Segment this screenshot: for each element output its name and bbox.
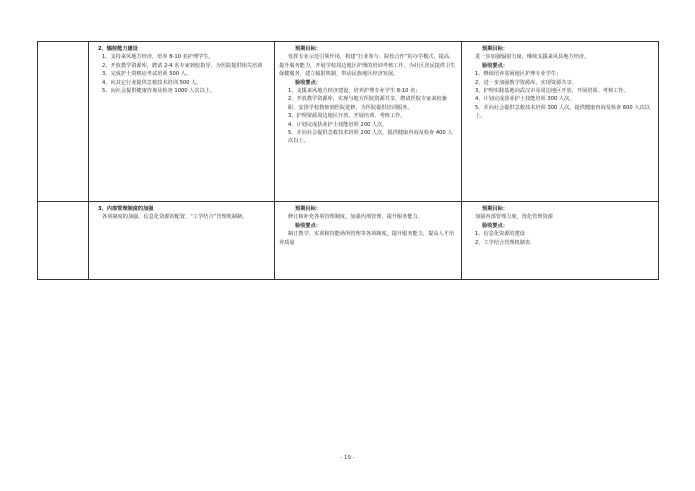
- section2-item: 4、向其它行业提供急救技术培训 500 人。: [102, 79, 202, 86]
- acceptance-point: 1、支援来风地方经济建设，培养护理专业学生 8-10 名；: [288, 88, 421, 95]
- section2-item: 2、开放教学资源库，聘请 2-4 名专家到校指导，为医院提供相关培训: [102, 62, 263, 69]
- section2-right-cell: [462, 42, 658, 201]
- target-text: 进一步加强辐射力度，继续支援来风县地方经济。: [475, 54, 590, 61]
- section3-text: 各项制度的加强、信息化资源的配置、“工学结合”管理机制制。: [102, 214, 248, 221]
- target-text: 发挥专业示范引领作用，构建“行业参与、院校合作”的办学模式，提高、提升服务能力，开展学校周边地区护理的培训考核工作，为社区居民提供卫生保健服务，建立辐射机制，带动民族地区经济发展。: [279, 54, 456, 78]
- target-label: 预期目标：: [295, 46, 321, 52]
- acceptance-text: 制订教学、实训和技能场所管理等各项制度，提升服务能力，提高人才培养质量: [279, 231, 455, 246]
- acceptance-point: 5、并向社会提供急救技术培训 200 人次，提供健康咨询及检查 400 人次以上。: [288, 130, 453, 145]
- acceptance-point: 2、工学结合管理机制表: [475, 239, 531, 246]
- acceptance-point: 2、进一步加强教学资源库，实现资源共享。: [475, 79, 577, 86]
- acceptance-point: 3、护理实践基地向武汉市及周边地区开放，开展培训、考核工作。: [475, 88, 629, 95]
- acceptance-point: 5、并向社会提供急救技术培训 300 人次，提供健康咨询及检查 600 人次以上。: [475, 104, 650, 120]
- acceptance-label: 验收要点：: [295, 79, 321, 86]
- target-label: 预期目标：: [482, 206, 508, 212]
- section3-mid-cell: [275, 202, 461, 279]
- target-text: 修订和补充各项管理制度，加强内部管理，提升服务能力。: [288, 214, 423, 221]
- acceptance-point: 1、信息化资源的建设: [475, 231, 525, 238]
- section2-item: 5、向社会提供健康咨询及检查 1000 人次以上。: [102, 88, 216, 95]
- acceptance-label: 验收要点：: [482, 62, 508, 69]
- section2-mid-cell: [275, 42, 461, 201]
- acceptance-label: 验收要点：: [295, 222, 321, 229]
- section2-content-cell: [89, 42, 274, 201]
- page-number: - 19 -: [340, 455, 355, 461]
- acceptance-point: 1、继续培养贫困地区护理专业学生；: [475, 71, 562, 78]
- section3-content-cell: [89, 202, 274, 279]
- acceptance-label: 验收要点：: [482, 222, 508, 229]
- section2-item: 1、支持来风地方经济，培养 8-10 名护理学生。: [102, 54, 214, 61]
- acceptance-point: 4、计划完成执业护士技能培训 200 人次，: [288, 121, 388, 128]
- acceptance-point: 3、护理资源周边地区开放，开展培训、考核工作。: [288, 113, 406, 120]
- acceptance-point: 2、开放教学资源库，实现与地方医院资源共享，聘请医院专家来校兼职，安排学校教师到医院进修，为医院提供培训服务。: [288, 96, 447, 111]
- section2-title: 2、辐射能力建设: [98, 46, 138, 52]
- section3-title: 3、内部管理制度的加强: [98, 206, 154, 212]
- target-label: 预期目标：: [482, 46, 508, 52]
- section3-right-cell: [462, 202, 658, 279]
- acceptance-point: 4、计划完成执业护士技能培训 300 人次，: [475, 96, 575, 103]
- target-label: 预期目标：: [295, 206, 321, 212]
- target-text: 加强内部管理力度，优化管理资源: [475, 214, 553, 221]
- plan-table: [37, 41, 659, 280]
- section2-item: 3、完成护士资格证考试培训 500 人。: [102, 71, 192, 78]
